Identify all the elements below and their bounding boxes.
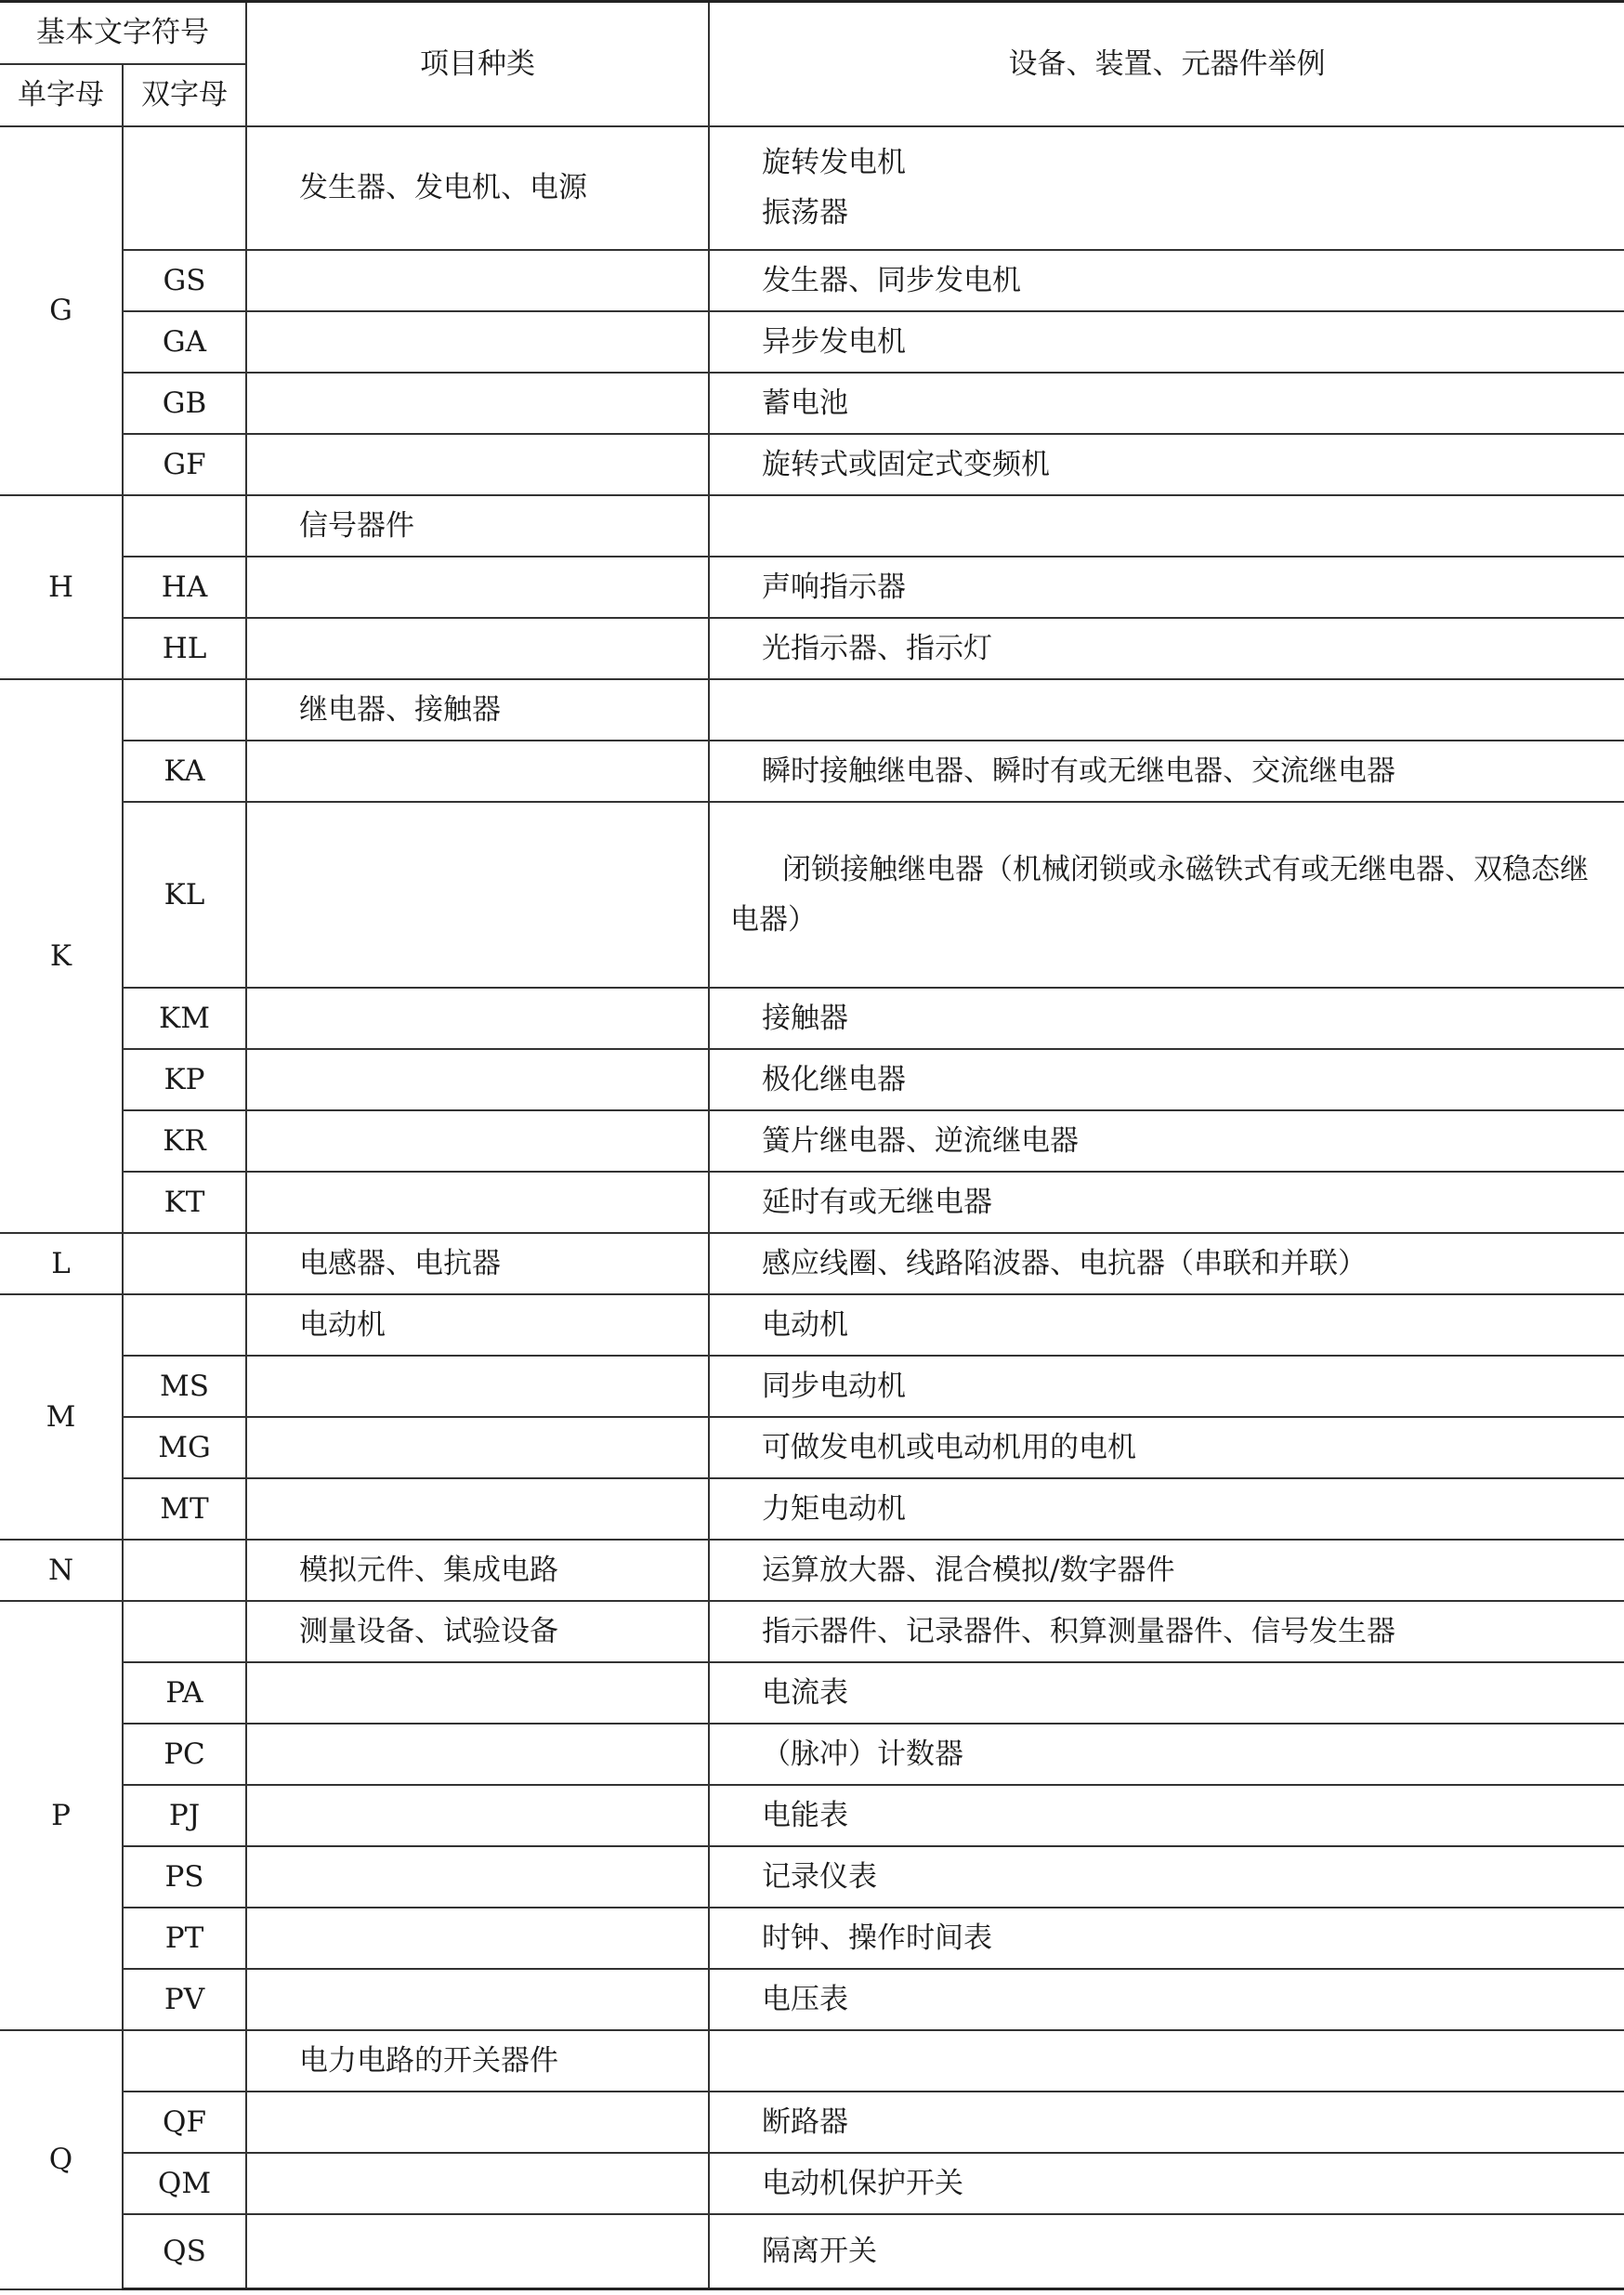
examples-cell: 延时有或无继电器 [709,1172,1624,1233]
examples-cell: 发生器、同步发电机 [709,250,1624,311]
double-letter-cell: PS [123,1846,246,1908]
double-letter-cell: QS [123,2214,246,2289]
double-letter-cell: PA [123,1662,246,1724]
double-letter-cell: QF [123,2092,246,2153]
double-letter-cell: KT [123,1172,246,1233]
double-letter-cell [123,126,246,250]
double-letter-cell: MG [123,1417,246,1478]
table-row [0,2092,1624,2153]
category-cell [246,311,709,373]
double-letter-cell: PT [123,1908,246,1969]
examples-cell: 隔离开关 [709,2214,1624,2289]
table-row [0,1846,1624,1908]
category-cell [246,802,709,988]
single-letter-cell: M [0,1294,123,1540]
examples-cell: 接触器 [709,988,1624,1049]
examples-cell: 力矩电动机 [709,1478,1624,1540]
table-row [0,1294,1624,1356]
category-cell [246,250,709,311]
double-letter-cell: PV [123,1969,246,2030]
double-letter-cell: MS [123,1356,246,1417]
table-row [0,1540,1624,1601]
examples-cell: 电流表 [709,1662,1624,1724]
category-cell [246,1049,709,1110]
examples-cell: 旋转式或固定式变频机 [709,434,1624,495]
examples-cell: 电动机保护开关 [709,2153,1624,2214]
example-line: 振荡器 [762,196,848,230]
double-letter-cell: GA [123,311,246,373]
header-examples: 设备、装置、元器件举例 [709,2,1624,126]
category-cell [246,2153,709,2214]
table-row [0,1172,1624,1233]
double-letter-cell [123,2030,246,2092]
examples-cell: 感应线圈、线路陷波器、电抗器（串联和并联） [709,1233,1624,1294]
category-cell [246,1785,709,1846]
table-row [0,1233,1624,1294]
category-cell: 继电器、接触器 [246,679,709,741]
category-cell [246,1662,709,1724]
double-letter-cell: QM [123,2153,246,2214]
table-row [0,741,1624,802]
category-cell [246,1172,709,1233]
table-row [0,1417,1624,1478]
examples-cell [709,679,1624,741]
examples-cell: 瞬时接触继电器、瞬时有或无继电器、交流继电器 [709,741,1624,802]
examples-cell: 指示器件、记录器件、积算测量器件、信号发生器 [709,1601,1624,1662]
double-letter-cell: KP [123,1049,246,1110]
category-cell [246,1417,709,1478]
double-letter-cell [123,679,246,741]
double-letter-cell [123,1294,246,1356]
table-row [0,1478,1624,1540]
examples-cell: 极化继电器 [709,1049,1624,1110]
category-cell [246,1969,709,2030]
category-cell [246,434,709,495]
category-cell [246,1908,709,1969]
header-double-letter: 双字母 [123,64,246,126]
header-category: 项目种类 [246,2,709,126]
examples-cell: 光指示器、指示灯 [709,618,1624,679]
header-basic-symbol: 基本文字符号 [0,2,246,64]
category-cell: 模拟元件、集成电路 [246,1540,709,1601]
single-letter-cell: K [0,679,123,1233]
double-letter-cell: GB [123,373,246,434]
double-letter-cell: HL [123,618,246,679]
table-row [0,126,1624,250]
category-cell [246,557,709,618]
double-letter-cell: KR [123,1110,246,1172]
double-letter-cell: GF [123,434,246,495]
header-row-1 [0,2,1624,64]
table-row [0,250,1624,311]
table-row [0,1724,1624,1785]
examples-cell: 声响指示器 [709,557,1624,618]
double-letter-cell [123,495,246,557]
table-row [0,495,1624,557]
examples-cell: 运算放大器、混合模拟/数字器件 [709,1540,1624,1601]
single-letter-cell: Q [0,2030,123,2289]
category-cell: 电力电路的开关器件 [246,2030,709,2092]
examples-cell: 可做发电机或电动机用的电机 [709,1417,1624,1478]
category-cell: 电动机 [246,1294,709,1356]
category-cell [246,2214,709,2289]
category-cell: 测量设备、试验设备 [246,1601,709,1662]
table-row [0,988,1624,1049]
examples-cell: （脉冲）计数器 [709,1724,1624,1785]
examples-cell [709,2030,1624,2092]
examples-cell: 电能表 [709,1785,1624,1846]
table-row [0,1049,1624,1110]
table-row [0,1110,1624,1172]
double-letter-cell [123,1233,246,1294]
examples-cell: 时钟、操作时间表 [709,1908,1624,1969]
table-row [0,679,1624,741]
double-letter-cell [123,1540,246,1601]
category-cell: 发生器、发电机、电源 [246,126,709,250]
examples-cell: 同步电动机 [709,1356,1624,1417]
table-row [0,1908,1624,1969]
double-letter-cell: GS [123,250,246,311]
table-row [0,557,1624,618]
examples-cell [709,495,1624,557]
single-letter-cell: N [0,1540,123,1601]
table-row [0,1662,1624,1724]
single-letter-cell: H [0,495,123,679]
category-cell [246,618,709,679]
double-letter-cell: KM [123,988,246,1049]
category-cell [246,741,709,802]
examples-cell: 断路器 [709,2092,1624,2153]
double-letter-cell: HA [123,557,246,618]
category-cell [246,2092,709,2153]
double-letter-cell: KA [123,741,246,802]
category-cell [246,1356,709,1417]
examples-cell: 闭锁接触继电器（机械闭锁或永磁铁式有或无继电器、双稳态继电器） [709,802,1624,988]
table-row [0,2214,1624,2289]
category-cell [246,1110,709,1172]
table-row [0,1601,1624,1662]
single-letter-cell: P [0,1601,123,2030]
category-cell [246,988,709,1049]
table-row [0,1356,1624,1417]
examples-cell: 蓄电池 [709,373,1624,434]
table-row [0,2030,1624,2092]
table-row [0,618,1624,679]
single-letter-cell: L [0,1233,123,1294]
examples-cell: 异步发电机 [709,311,1624,373]
table-row [0,1969,1624,2030]
table-row [0,373,1624,434]
table-row [0,2153,1624,2214]
double-letter-cell: MT [123,1478,246,1540]
table-row [0,311,1624,373]
single-letter-cell: G [0,126,123,495]
examples-cell: 簧片继电器、逆流继电器 [709,1110,1624,1172]
header-single-letter: 单字母 [0,64,123,126]
category-cell: 信号器件 [246,495,709,557]
double-letter-cell: KL [123,802,246,988]
table-row [0,1785,1624,1846]
category-cell [246,1846,709,1908]
examples-cell: 电动机 [709,1294,1624,1356]
example-line: 旋转发电机 [762,146,906,179]
table-row [0,434,1624,495]
category-cell [246,1724,709,1785]
table-row [0,802,1624,988]
examples-cell [709,126,1624,250]
double-letter-cell: PJ [123,1785,246,1846]
category-cell [246,1478,709,1540]
examples-cell: 记录仪表 [709,1846,1624,1908]
examples-cell: 电压表 [709,1969,1624,2030]
category-cell [246,373,709,434]
category-cell: 电感器、电抗器 [246,1233,709,1294]
double-letter-cell: PC [123,1724,246,1785]
double-letter-cell [123,1601,246,1662]
